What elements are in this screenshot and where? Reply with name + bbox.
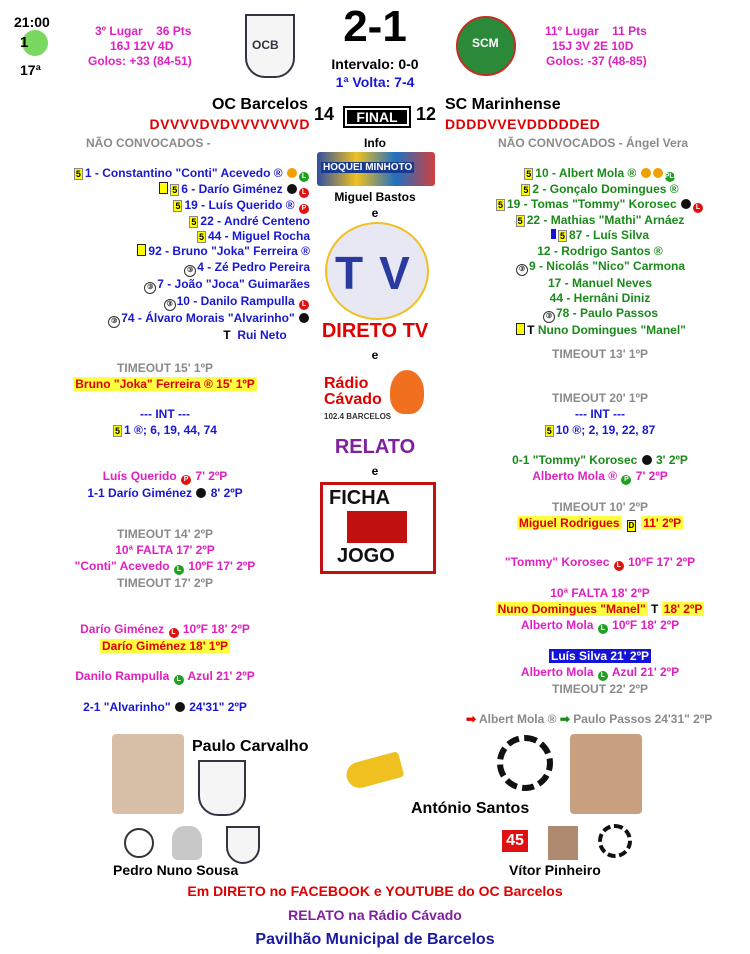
list-item: ③ 78 - Paulo Passos: [470, 306, 730, 323]
association-crest-3: [226, 826, 260, 864]
away-events: TIMEOUT 13' 1ºP TIMEOUT 20' 1ºP --- INT --- 5 10 ®; 2, 19, 22, 87 0-1 "Tommy" Korosec 3' 2ºP Alberto Mola ® P 7' 2ºP TIMEOUT 10' 2ºP Miguel Rodrigues D 11' 2ºP "Tommy" Korosec L 10ºF 17' 2ºP 10ª FALTA 18' 2ºP Nuno Domingues "Manel" T 18' 2ºP Alberto Mola L 10ºF 18' 2ºP Luís Silva 21' 2ºP Alberto Mola L Azul 21' 2ºP TIMEOUT 22' 2ºP: [497, 347, 703, 696]
footer-radio: RELATO na Rádio Cávado: [288, 907, 462, 923]
jogo-text: JOGO: [337, 545, 395, 567]
home-crest-text: OCB: [252, 38, 279, 52]
radio-frequency: 102.4 BARCELOS: [324, 412, 392, 421]
home-team-name: OC Barcelos: [211, 96, 308, 113]
list-item: 5 6 - Darío Giménez L: [20, 182, 310, 198]
home-rank-number: 14: [314, 104, 335, 124]
away-crest: [456, 16, 516, 76]
away-form: DDDDVVEVDDDDDED: [445, 116, 601, 132]
list-item: 5 44 - Miguel Rocha: [198, 229, 310, 244]
home-goals: Golos: +33 (84-51): [88, 54, 192, 68]
table-official-2: Vítor Pinheiro: [509, 862, 601, 878]
list-item: 5 22 - Mathias "Mathi" Arnáez: [517, 213, 685, 228]
halftime-score: Intervalo: 0-0: [331, 56, 419, 72]
conjunction-e: e: [371, 206, 379, 220]
tv-logo-text: TV: [335, 247, 426, 299]
list-item: 5 10 - Albert Mola ® PLL: [526, 166, 678, 180]
hoquei-minhoto-logo: [317, 152, 435, 186]
referee-1-name: Paulo Carvalho: [192, 738, 309, 755]
round-badge: [22, 30, 48, 56]
footer-venue: Pavilhão Municipal de Barcelos: [255, 931, 495, 948]
clock-icon: [124, 828, 154, 858]
arrow-out-icon: ➡: [466, 712, 477, 726]
shot-clock: 45: [502, 830, 528, 852]
list-item: T Rui Neto: [223, 327, 287, 342]
reporter-name: Miguel Bastos: [334, 190, 416, 204]
list-item: ③ 74 - Álvaro Morais "Alvarinho": [20, 311, 310, 328]
list-item: 5 1 - Constantino "Conti" Acevedo ® L: [20, 166, 310, 182]
home-form: DVVVVDVDVVVVVVVD: [149, 116, 310, 132]
away-crest-text: SCM: [472, 36, 499, 50]
association-crest-4: [598, 824, 632, 858]
first-leg-score: 1ª Volta: 7-4: [335, 74, 415, 90]
away-roster: [470, 166, 730, 338]
round-number: 1: [20, 34, 29, 51]
list-item: 5 22 - André Centeno: [191, 214, 310, 228]
final-badge: FINAL: [343, 106, 411, 128]
tv-logo[interactable]: [325, 222, 429, 320]
list-item: 5 19 - Tomas "Tommy" Korosec L: [470, 197, 730, 213]
cross-icon: [347, 511, 407, 543]
ficha-text: FICHA: [329, 487, 391, 509]
referee-2-name: António Santos: [411, 800, 530, 817]
list-item: ③ 4 - Zé Pedro Pereira: [20, 260, 310, 277]
list-item: 5 19 - Luís Querido ® P: [20, 198, 310, 214]
home-crest: [245, 14, 295, 78]
home-standing: 3º Lugar 36 Pts: [95, 24, 192, 38]
hoquei-minhoto-text[interactable]: HOQUEI MINHOTO: [323, 162, 413, 173]
match-time: 21:00: [14, 14, 50, 30]
list-item: ③ 7 - João "Joca" Guimarães: [20, 277, 310, 294]
away-goals: Golos: -37 (48-85): [546, 54, 647, 68]
list-item: 17 - Manuel Neves: [547, 275, 653, 290]
ficha-jogo-logo[interactable]: [320, 482, 436, 574]
info-label: Info: [364, 136, 386, 150]
list-item: T Nuno Domingues "Manel": [470, 323, 730, 338]
list-item: ③ 10 - Danilo Rampulla L: [20, 294, 310, 311]
list-item: 92 - Bruno "Joka" Ferreira ®: [20, 244, 310, 259]
table-official-photo: [548, 826, 578, 860]
away-team-name: SC Marinhense: [445, 96, 561, 113]
away-rank-number: 12: [416, 104, 437, 124]
referee-photo: [112, 734, 184, 814]
radio-name: Rádio Cávado: [324, 375, 382, 408]
association-crest: [198, 760, 246, 816]
direto-tv-label: DIRETO TV: [321, 320, 429, 342]
referee-2-photo: [570, 734, 642, 814]
person-silhouette: [172, 826, 202, 860]
final-score: 2-1: [343, 2, 407, 51]
arrow-in-icon: ➡: [559, 712, 570, 726]
list-item: 12 - Rodrigo Santos ®: [537, 243, 663, 258]
association-crest-2: [497, 735, 553, 791]
home-roster: [20, 166, 310, 343]
whistle-icon: [344, 751, 405, 791]
conjunction-e: e: [371, 348, 379, 362]
footer-live: Em DIRETO no FACEBOOK e YOUTUBE do OC Barcelos: [187, 883, 563, 899]
away-record: 15J 3V 2E 10D: [552, 39, 634, 53]
table-official-1: Pedro Nuno Sousa: [113, 862, 239, 878]
relato-label: RELATO: [334, 436, 416, 458]
away-standing: 11º Lugar 11 Pts: [545, 24, 647, 38]
list-item: 44 - Hernâni Diniz: [549, 291, 651, 306]
home-record: 16J 12V 4D: [110, 39, 174, 53]
substitution: ➡ Albert Mola ® ➡ Paulo Passos 24'31" 2ºP: [466, 712, 713, 726]
conjunction-e: e: [371, 464, 379, 478]
list-item: ③ 9 - Nicolás "Nico" Carmona: [470, 259, 730, 276]
rooster-icon: [390, 370, 424, 414]
list-item: 5 2 - Gonçalo Domingues ®: [523, 182, 679, 196]
home-not-called: NÃO CONVOCADOS -: [86, 136, 211, 150]
list-item: 5 87 - Luís Silva: [470, 228, 730, 243]
home-events: TIMEOUT 15' 1ºP Bruno "Joka" Ferreira ® 15' 1ºP --- INT --- 5 1 ®; 6, 19, 44, 74 Luís Querido P 7' 2ºP 1-1 Darío Giménez 8' 2ºP TIMEOUT 14' 2ºP 10ª FALTA 17' 2ºP "Conti" Acevedo L 10ºF 17' 2ºP TIMEOUT 17' 2ºP Darío Giménez L 10ºF 18' 2ºP Darío Giménez 18' 1ºP Danilo Rampulla L Azul 21' 2ºP 2-1 "Alvarinho" 24'31" 2ºP: [74, 361, 256, 714]
away-not-called: NÃO CONVOCADOS - Ángel Vera: [498, 136, 689, 150]
radio-cavado-logo[interactable]: [322, 366, 430, 436]
round-ordinal: 17ª: [20, 62, 41, 78]
